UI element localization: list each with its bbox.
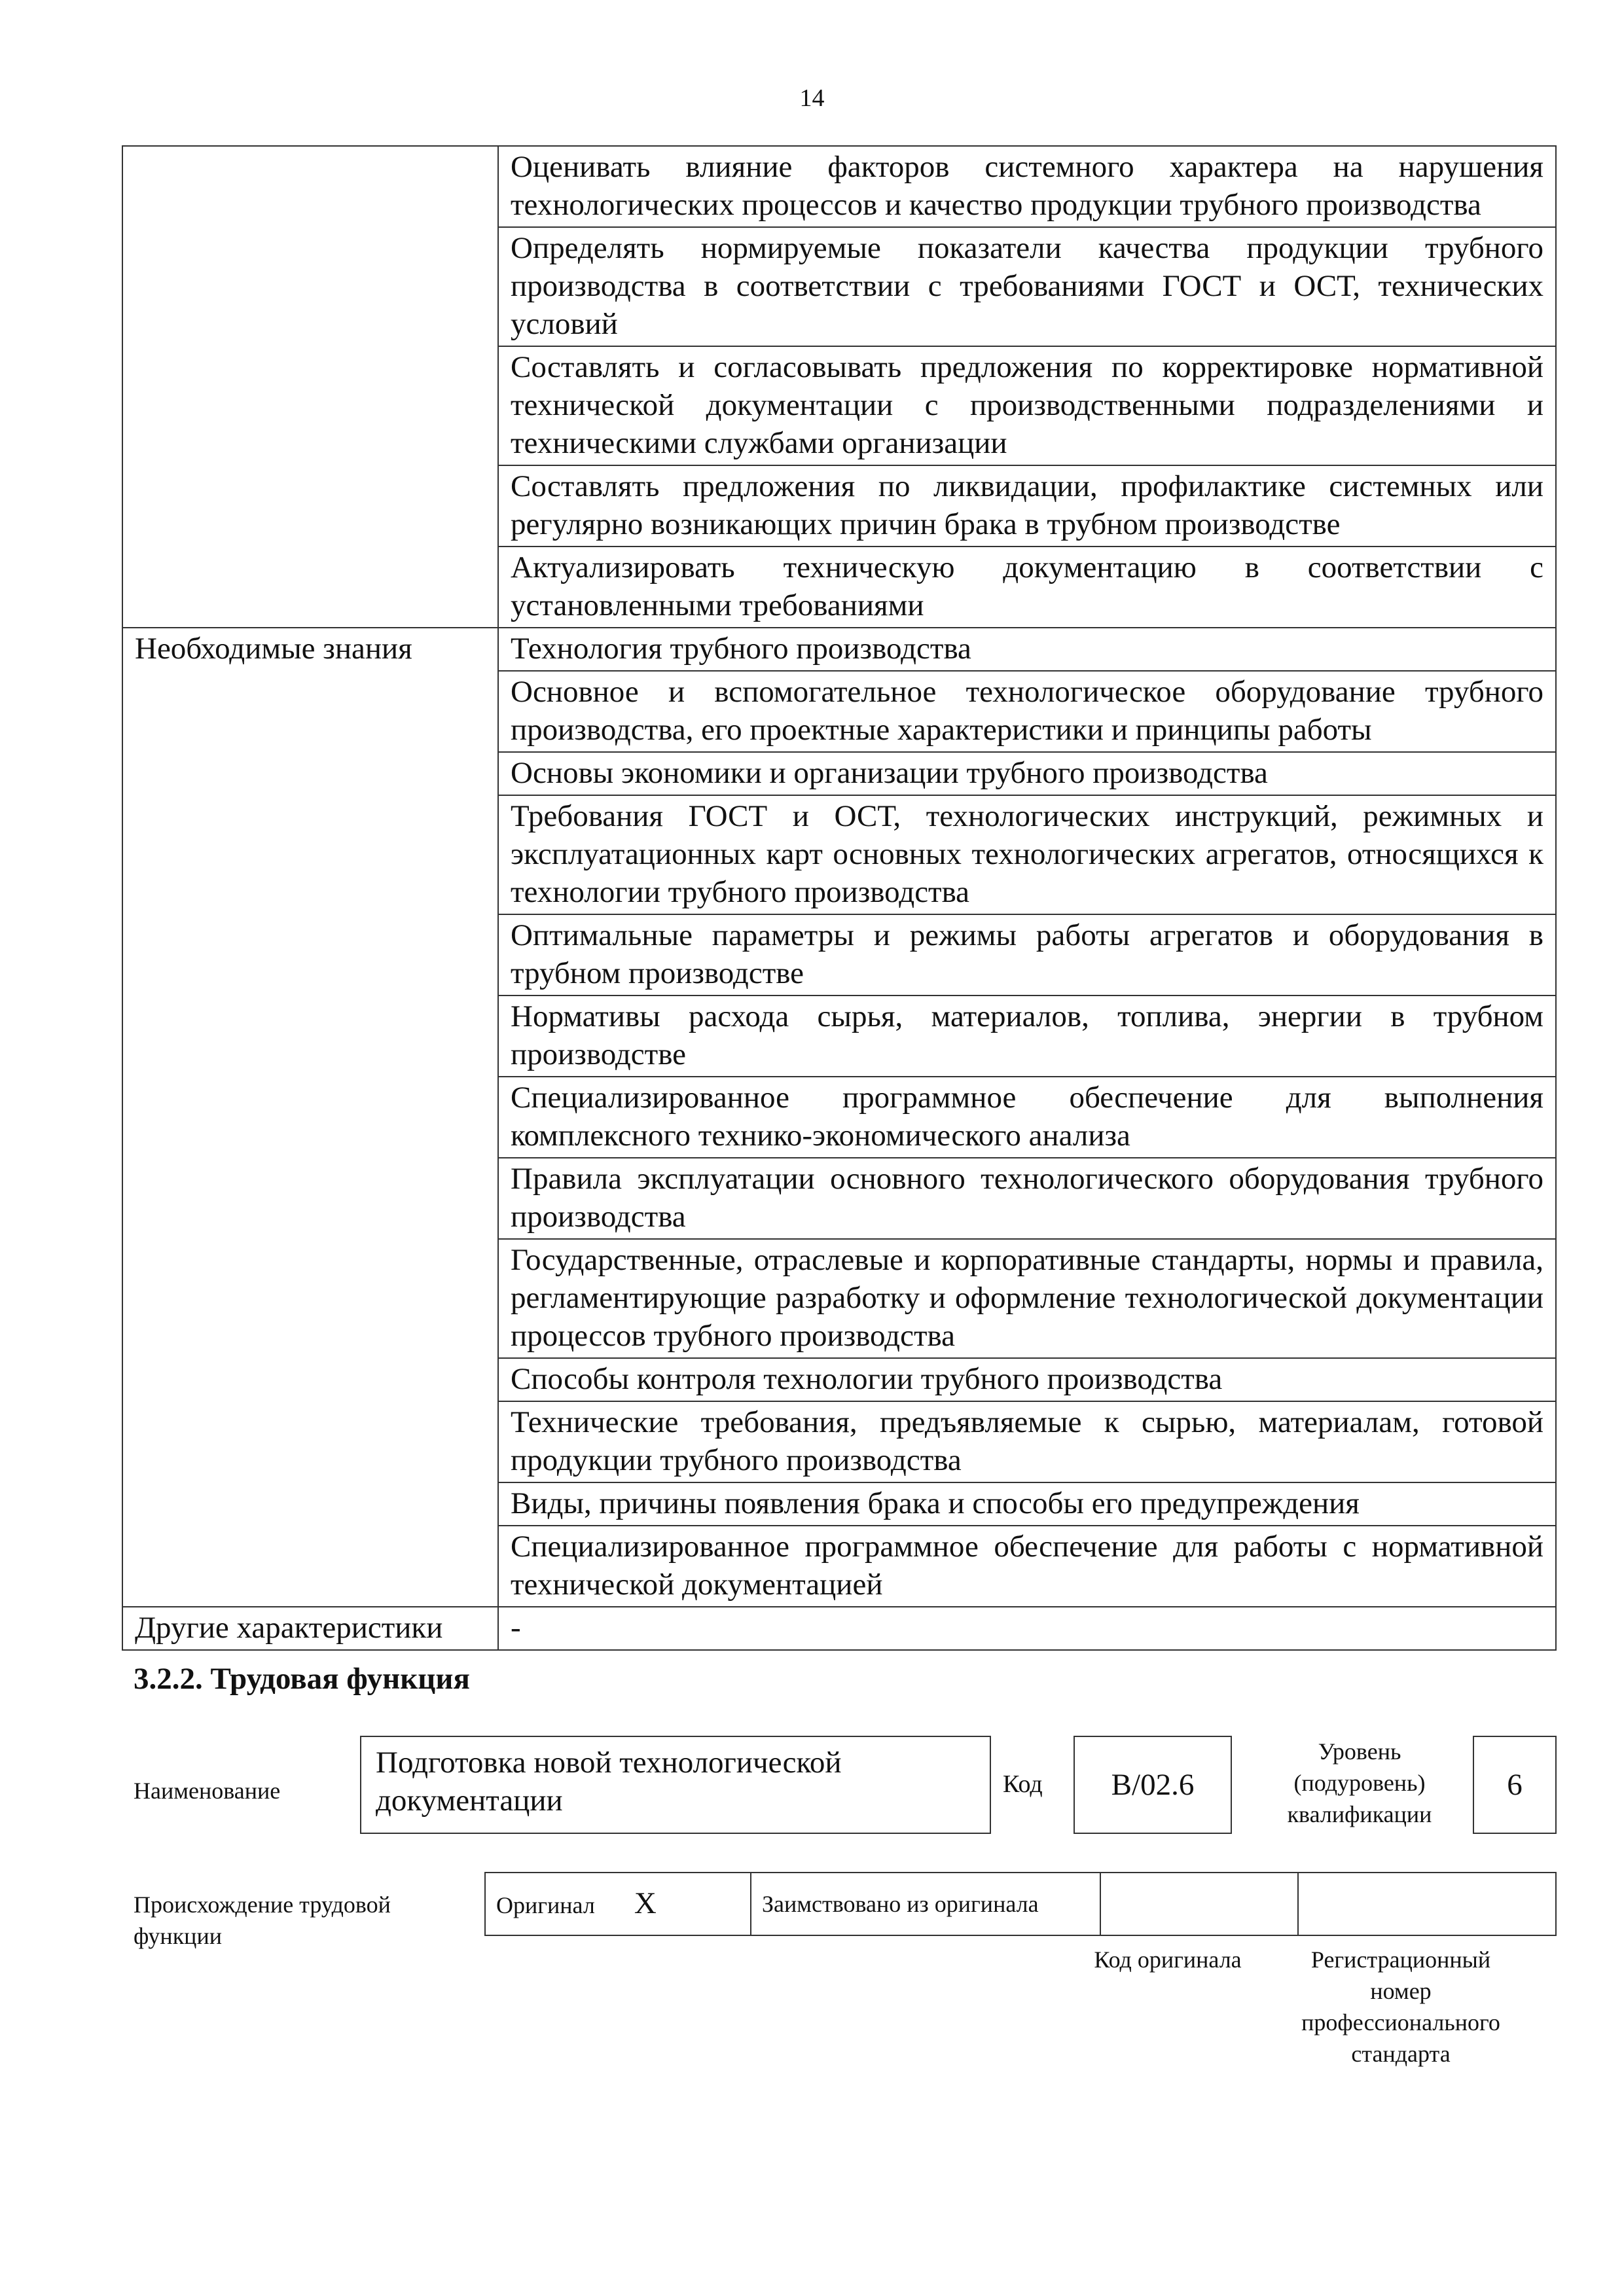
knowledge-item: Основное и вспомогательное технологическое оборудование трубного производства, его проектные характеристики и принципы работы — [498, 671, 1556, 752]
knowledge-item: Специализированное программное обеспечение для выполнения комплексного технико-экономического анализа — [498, 1077, 1556, 1158]
knowledge-item: Специализированное программное обеспечение для работы с нормативной технической документацией — [498, 1526, 1556, 1607]
knowledge-item: Государственные, отраслевые и корпоративные стандарты, нормы и правила, регламентирующие разработку и оформление технологической документации процессов трубного производства — [498, 1239, 1556, 1358]
original-label: Оригинал — [496, 1892, 595, 1918]
knowledge-item: Технология трубного производства — [498, 628, 1556, 671]
other-characteristics-value: - — [498, 1607, 1556, 1650]
table-row — [122, 146, 1556, 227]
original-mark: X — [634, 1886, 657, 1920]
skill-item: Оценивать влияние факторов системного характера на нарушения технологических процессов и качество продукции трубного производства — [498, 146, 1556, 227]
registration-number-cell — [1298, 1873, 1556, 1935]
function-name-box: Подготовка новой технологической документации — [360, 1736, 991, 1834]
qualification-level-box: 6 — [1473, 1736, 1557, 1834]
knowledge-item: Технические требования, предъявляемые к сырью, материалам, готовой продукции трубного производства — [498, 1401, 1556, 1482]
skill-item: Определять нормируемые показатели качества продукции трубного производства в соответствии с требованиями ГОСТ и ОСТ, технических условий — [498, 227, 1556, 346]
origin-label: Происхождение трудовой функции — [134, 1892, 391, 1949]
qualification-level-label: Уровень (подуровень) квалификации — [1287, 1738, 1432, 1827]
table-row — [122, 1607, 1556, 1650]
skill-item: Составлять и согласовывать предложения по корректировке нормативной технической документации с производственными подразделениями и техническими службами организации — [498, 346, 1556, 465]
skill-item: Актуализировать техническую документацию в соответствии с установленными требованиями — [498, 547, 1556, 628]
registration-number-caption: Регистрационный номер профессионального стандарта — [1301, 1946, 1500, 2067]
knowledge-item: Требования ГОСТ и ОСТ, технологических инструкций, режимных и эксплуатационных карт основных технологических агрегатов, относящихся к технологии трубного производства — [498, 795, 1556, 914]
knowledge-item: Оптимальные параметры и режимы работы агрегатов и оборудования в трубном производстве — [498, 914, 1556, 996]
origin-table — [484, 1872, 1557, 1936]
knowledge-item: Способы контроля технологии трубного производства — [498, 1358, 1556, 1401]
page-number: 14 — [799, 84, 825, 112]
skills-knowledge-table — [122, 145, 1557, 1651]
section-title: 3.2.2. Трудовая функция — [134, 1662, 470, 1696]
knowledge-item: Виды, причины появления брака и способы его предупреждения — [498, 1482, 1556, 1526]
original-code-cell — [1100, 1873, 1298, 1935]
code-box: B/02.6 — [1074, 1736, 1232, 1834]
name-label: Наименование — [134, 1778, 281, 1804]
code-original-caption: Код оригинала — [1094, 1946, 1242, 1973]
other-characteristics-label: Другие характеристики — [122, 1607, 498, 1650]
knowledge-item: Основы экономики и организации трубного производства — [498, 752, 1556, 795]
table-row — [485, 1873, 1556, 1935]
skill-item: Составлять предложения по ликвидации, профилактике системных или регулярно возникающих причин брака в трубном производстве — [498, 465, 1556, 547]
knowledge-item: Правила эксплуатации основного технологического оборудования трубного производства — [498, 1158, 1556, 1239]
borrowed-label: Заимствовано из оригинала — [751, 1873, 1100, 1935]
skills-label-cell — [122, 146, 498, 628]
knowledge-item: Нормативы расхода сырья, материалов, топлива, энергии в трубном производстве — [498, 996, 1556, 1077]
code-label: Код — [1003, 1770, 1043, 1798]
original-cell — [485, 1873, 751, 1935]
knowledge-label: Необходимые знания — [122, 628, 498, 1607]
table-row — [122, 628, 1556, 671]
